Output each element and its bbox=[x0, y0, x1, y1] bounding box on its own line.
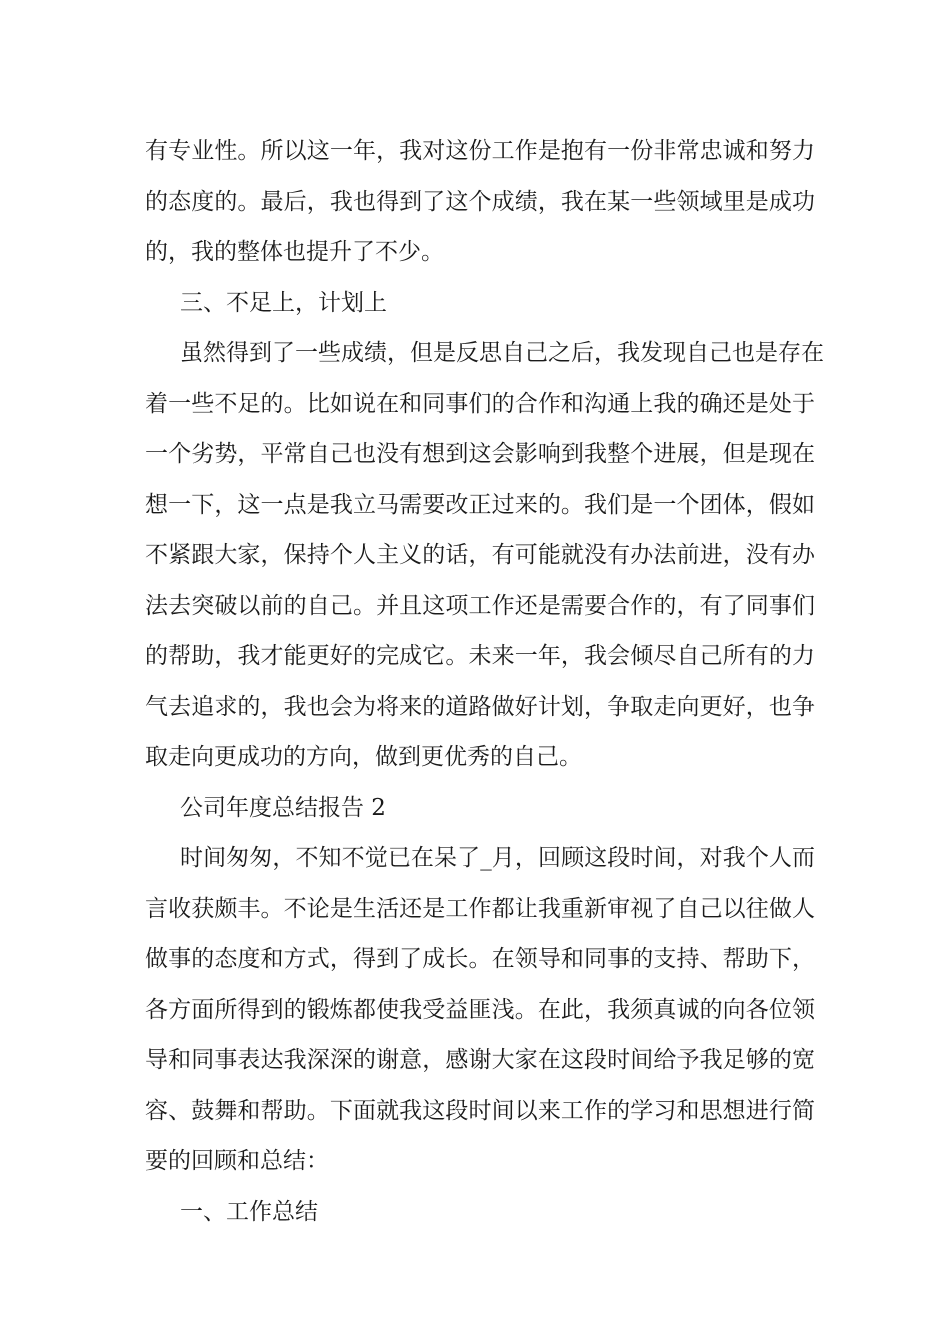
text-line: 容、鼓舞和帮助。下面就我这段时间以来工作的学习和思想进行简 bbox=[145, 1097, 815, 1124]
text-line: 着一些不足的。比如说在和同事们的合作和沟通上我的确还是处于 bbox=[145, 390, 815, 417]
text-line: 不紧跟大家，保持个人主义的话，有可能就没有办法前进，没有办 bbox=[145, 542, 815, 568]
text-line: 的帮助，我才能更好的完成它。未来一年，我会倾尽自己所有的力 bbox=[145, 643, 815, 669]
text-line: 导和同事表达我深深的谢意，感谢大家在这段时间给予我足够的宽 bbox=[145, 1047, 815, 1073]
text-line: 的，我的整体也提升了不少。 bbox=[145, 239, 444, 265]
text-line: 一、工作总结 bbox=[180, 1198, 318, 1225]
document-body bbox=[145, 126, 824, 1237]
text-line: 做事的态度和方式，得到了成长。在领导和同事的支持、帮助下， bbox=[145, 946, 815, 972]
text-line: 言收获颇丰。不论是生活还是工作都让我重新审视了自己以往做人 bbox=[145, 895, 815, 922]
text-line: 时间匆匆，不知不觉已在呆了_月，回顾这段时间，对我个人而 bbox=[180, 845, 815, 871]
text-line: 公司年度总结报告 2 bbox=[180, 794, 386, 821]
text-line: 一个劣势，平常自己也没有想到这会影响到我整个进展，但是现在 bbox=[145, 441, 815, 467]
text-line: 气去追求的，我也会为将来的道路做好计划，争取走向更好，也争 bbox=[145, 693, 815, 720]
text-line: 有专业性。所以这一年，我对这份工作是抱有一份非常忠诚和努力 bbox=[145, 138, 815, 164]
text-line: 取走向更成功的方向，做到更优秀的自己。 bbox=[145, 744, 582, 770]
text-line: 想一下，这一点是我立马需要改正过来的。我们是一个团体，假如 bbox=[145, 491, 815, 518]
text-line: 虽然得到了一些成绩，但是反思自己之后，我发现自己也是存在 bbox=[180, 340, 824, 366]
text-line: 法去突破以前的自己。并且这项工作还是需要合作的，有了同事们 bbox=[145, 592, 815, 619]
text-line: 的态度的。最后，我也得到了这个成绩，我在某一些领域里是成功 bbox=[145, 188, 815, 215]
text-line: 要的回顾和总结： bbox=[145, 1148, 329, 1174]
text-line: 三、不足上，计划上 bbox=[180, 289, 387, 316]
text-line: 各方面所得到的锻炼都使我受益匪浅。在此，我须真诚的向各位领 bbox=[145, 996, 815, 1023]
